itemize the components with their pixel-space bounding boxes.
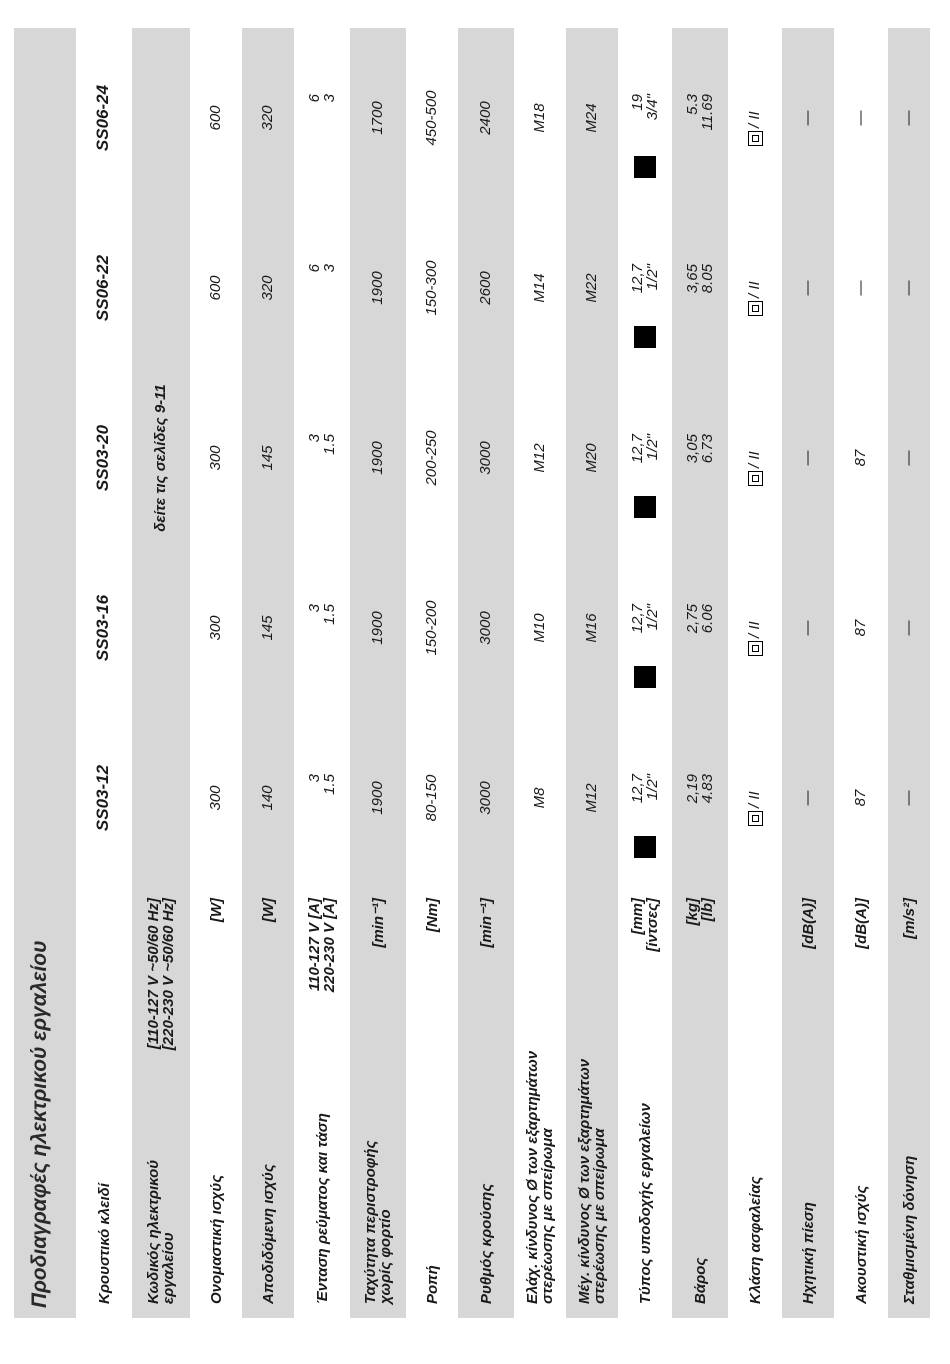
safety-class [746,791,763,826]
row-unit: [m/s²] [900,898,918,939]
cell-value: M16 [583,613,600,643]
cell-value: 3000 [477,781,494,815]
double-insulation-icon [748,301,763,316]
row-band [242,28,294,1318]
row-band [728,28,782,1318]
model-header: SS06-24 [93,84,112,152]
cell-value: M20 [583,443,600,473]
square-drive-icon [634,836,656,858]
row-band [350,28,406,1318]
row-label: Ηχητική πίεση [799,1202,817,1304]
double-insulation-icon [748,131,763,146]
cell-value: — [852,110,869,126]
row-label: χωρίς φορτίο [377,1209,394,1304]
cell-value: 8.05 [699,264,716,294]
cell-value: 12,7 [629,774,646,804]
cell-value: 3000 [477,441,494,475]
model-header: SS06-22 [93,254,112,322]
row-band [132,28,190,1318]
row-unit: [W] [207,898,225,923]
cell-value: 11.69 [699,94,716,131]
cell-value: 87 [852,789,869,807]
cell-value: 19 [629,94,646,111]
cell-value: 200-250 [423,430,440,486]
row-band [190,28,242,1318]
cell-value: 300 [207,615,224,641]
safety-class [746,451,763,486]
row-unit: [min⁻¹] [477,898,495,948]
cell-value: M10 [531,613,548,643]
row-unit: [dB(A)] [799,898,817,949]
cell-value: M8 [531,787,548,809]
cell-value: — [900,620,917,636]
cell-value: 1.5 [321,774,338,795]
cell-value: 2600 [477,271,494,305]
cell-value: — [799,620,816,636]
cell-value: 3 [306,774,323,783]
cell-value: — [852,280,869,296]
safety-class [746,281,763,316]
row-unit: 220-230 V [A] [321,898,338,993]
cell-value: — [900,790,917,806]
row-unit: [ίντσες] [644,898,661,952]
row-label: Κλάση ασφαλείας [746,1176,764,1304]
model-header: SS03-16 [93,594,112,662]
cell-value: 140 [259,785,276,811]
model-header: SS03-12 [93,764,112,832]
cell-value: 3/4" [644,94,661,121]
row-unit: [W] [259,898,277,923]
row-band [782,28,834,1318]
row-label: Μέγ. κίνδυνος Ø των εξαρτημάτων [576,1058,593,1304]
cell-value: M14 [531,273,548,303]
cell-value: 12,7 [629,604,646,634]
cell-value: 320 [259,105,276,131]
cell-value: 87 [852,449,869,467]
row-unit: 110-127 V [A] [306,898,323,992]
row-label: Ρυθμός κρούσης [477,1183,495,1304]
row-band [76,28,132,1318]
cell-value: 145 [259,445,276,471]
row-band [834,28,888,1318]
cell-value: 300 [207,785,224,811]
cell-value: 1/2" [644,774,661,801]
row-label: Σταθμισμένη δόνηση [900,1155,918,1304]
cell-value: M22 [583,273,600,303]
row-label: Ακουστική ισχύς [852,1185,870,1304]
cell-value: M12 [583,783,600,813]
safety-class [746,111,763,146]
cell-value: 450-500 [423,90,440,146]
cell-value: 3 [321,94,338,103]
cell-value: 300 [207,445,224,471]
cell-value: — [799,450,816,466]
cell-value: 2,75 [684,604,701,634]
safety-class-text: / II [746,451,763,468]
cell-value: 12,7 [629,434,646,464]
cell-value: 1/2" [644,434,661,461]
cell-value: 1/2" [644,604,661,631]
cell-value: — [799,110,816,126]
cell-value: 12,7 [629,264,646,294]
cell-value: 3 [306,434,323,443]
safety-class-text: / II [746,111,763,128]
square-drive-icon [634,326,656,348]
cell-value: 150-300 [423,260,440,316]
safety-class [746,621,763,656]
row-label: Ροπή [423,1265,441,1304]
row-label: Ταχύτητα περιστροφής [362,1140,379,1304]
cell-value: 3,65 [684,264,701,294]
cell-value: 1700 [369,101,386,135]
row-unit: [110-127 V ~50/60 Hz] [145,898,162,1050]
cell-value: — [799,790,816,806]
row-band [888,28,930,1318]
row-label: Ελάχ. κίνδυνος Ø των εξαρτημάτων [524,1050,541,1304]
cell-value: 3000 [477,611,494,645]
row-label: Αποδιδόμενη ισχύς [259,1164,277,1304]
row-label: Ονομαστική ισχύς [207,1174,225,1304]
square-drive-icon [634,156,656,178]
cell-value: — [799,280,816,296]
cell-value: 6.06 [699,604,716,634]
cell-value: 1.5 [321,604,338,625]
cell-value: 6 [306,264,323,273]
model-header: SS03-20 [93,424,112,492]
cell-value: 1900 [369,781,386,815]
cell-value: 2,19 [684,774,701,804]
row-band [672,28,728,1318]
double-insulation-icon [748,641,763,656]
cell-value: M24 [583,103,600,133]
square-drive-icon [634,666,656,688]
row-band [406,28,458,1318]
cell-value: 320 [259,275,276,301]
cell-value: 5.3 [684,94,701,115]
double-insulation-icon [748,471,763,486]
row-unit: [Nm] [423,898,441,933]
cell-value: 2400 [477,101,494,135]
page-title: Προδιαγραφές ηλεκτρικού εργαλείου [28,940,51,1308]
row-label: Κρουστικό κλειδί [95,1183,113,1304]
see-pages-note: δείτε τις σελίδες 9-11 [152,384,169,532]
row-label: στερέωσης με σπείρωμα [591,1128,608,1304]
cell-value: — [900,280,917,296]
safety-class-text: / II [746,791,763,808]
spec-table [14,28,930,1318]
double-insulation-icon [748,811,763,826]
row-label: στερέωσης με σπείρωμα [539,1128,556,1304]
cell-value: 87 [852,619,869,637]
cell-value: 1.5 [321,434,338,455]
safety-class-text: / II [746,621,763,638]
cell-value: 3,05 [684,434,701,464]
cell-value: 3 [321,264,338,273]
cell-value: M12 [531,443,548,473]
cell-value: 150-200 [423,600,440,656]
cell-value: 1/2" [644,264,661,291]
row-label: Βάρος [691,1257,709,1304]
cell-value: 80-150 [423,774,440,822]
row-unit: [min⁻¹] [369,898,387,948]
cell-value: 600 [207,275,224,301]
cell-value: — [900,110,917,126]
cell-value: 1900 [369,611,386,645]
cell-value: — [900,450,917,466]
cell-value: 6 [306,94,323,103]
row-unit: [220-230 V ~50/60 Hz] [160,898,177,1051]
safety-class-text: / II [746,281,763,298]
row-unit: [lb] [699,898,716,922]
row-unit: [kg] [684,898,701,926]
cell-value: 6.73 [699,434,716,464]
cell-value: 1900 [369,441,386,475]
row-label: Ένταση ρεύματος και τάση [313,1113,331,1304]
row-unit: [dB(A)] [852,898,870,949]
row-label: Τύπος υποδοχής εργαλείων [636,1103,654,1304]
cell-value: 1900 [369,271,386,305]
row-unit: [mm] [629,898,646,935]
cell-value: 600 [207,105,224,131]
square-drive-icon [634,496,656,518]
cell-value: M18 [531,103,548,133]
row-label: εργαλείου [160,1232,177,1304]
cell-value: 3 [306,604,323,613]
row-label: Κωδικός ηλεκτρικού [145,1159,162,1304]
cell-value: 4.83 [699,774,716,804]
cell-value: 145 [259,615,276,641]
row-band [458,28,514,1318]
